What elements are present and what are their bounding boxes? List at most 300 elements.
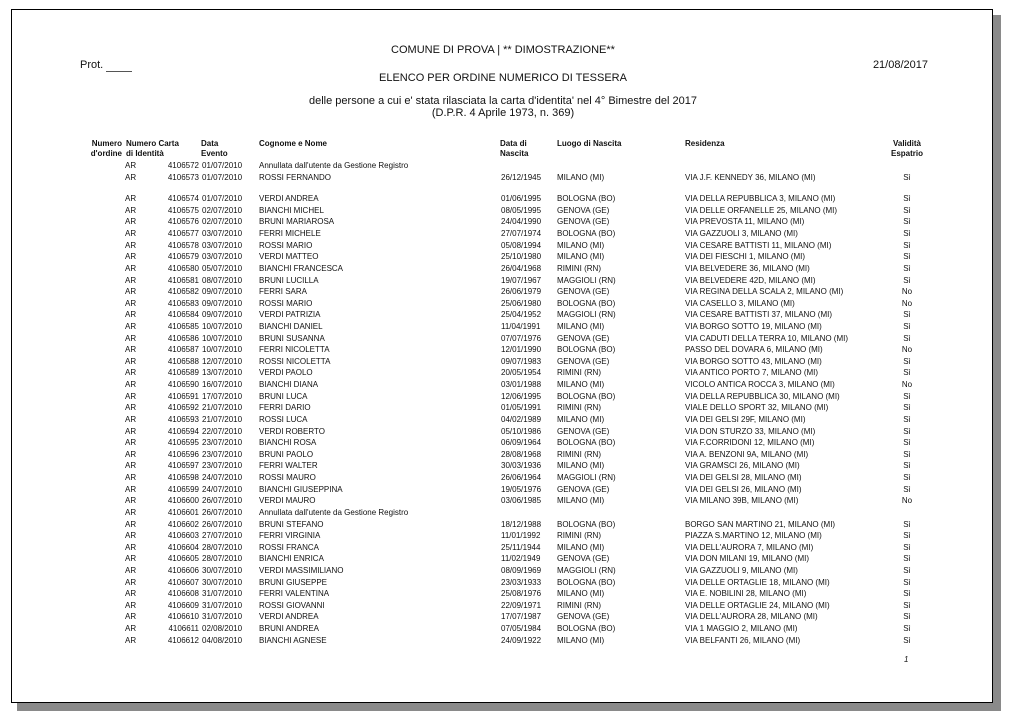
residence: VIA CASELLO 3, MILANO (MI)	[685, 298, 795, 308]
residence: VIA DELLE ORTAGLIE 24, MILANO (MI)	[685, 600, 830, 610]
card-number: 4106612	[167, 635, 199, 645]
birth-place: RIMINI (RN)	[557, 263, 601, 273]
full-name: VERDI ROBERTO	[259, 426, 325, 436]
report-subtitle-1: delle persone a cui e' stata rilasciata la carta d'identita' nel 4° Bimestre del 2017	[309, 95, 697, 107]
column-header-numero-carta: Numero Carta	[126, 139, 179, 148]
event-date: 01/07/2010	[202, 161, 243, 170]
expatriation-validity: Sì	[903, 217, 911, 227]
expatriation-validity: Sì	[903, 484, 911, 494]
card-type: AR	[125, 635, 137, 645]
card-type: AR	[125, 554, 137, 564]
full-name: VERDI ANDREA	[259, 194, 319, 204]
expatriation-validity: Sì	[903, 252, 911, 262]
full-name: ROSSI GIOVANNI	[259, 600, 325, 610]
birth-date: 26/04/1968	[501, 263, 542, 273]
full-name: BRUNI LUCILLA	[259, 275, 319, 285]
birth-place: MAGGIOLI (RN)	[557, 473, 616, 482]
card-type: AR	[125, 473, 137, 482]
residence: VIA DEI GELSI 26, MILANO (MI)	[685, 484, 802, 494]
card-type: AR	[125, 531, 137, 541]
full-name: BIANCHI MICHEL	[259, 205, 324, 215]
card-number: 4106598	[167, 473, 199, 482]
event-date: 03/07/2010	[202, 240, 243, 250]
expatriation-validity: Sì	[903, 403, 911, 413]
birth-place: GENOVA (GE)	[557, 333, 610, 343]
event-date: 31/07/2010	[202, 589, 243, 599]
event-date: 13/07/2010	[202, 368, 243, 378]
column-header-luogo-nascita: Luogo di Nascita	[557, 139, 622, 148]
expatriation-validity: Sì	[903, 531, 911, 541]
birth-date: 23/03/1933	[501, 577, 542, 587]
birth-place: GENOVA (GE)	[557, 217, 610, 227]
birth-place: RIMINI (RN)	[557, 449, 601, 459]
card-number: 4106575	[167, 205, 199, 215]
expatriation-validity: Sì	[903, 577, 911, 587]
birth-place: BOLOGNA (BO)	[557, 577, 616, 587]
birth-date: 27/07/1974	[501, 229, 542, 238]
card-type: AR	[125, 194, 137, 204]
birth-date: 03/06/1985	[501, 496, 542, 506]
organization-title: COMUNE DI PROVA | ** DIMOSTRAZIONE**	[391, 44, 615, 56]
event-date: 27/07/2010	[202, 531, 243, 541]
birth-place: MAGGIOLI (RN)	[557, 275, 616, 285]
full-name: ROSSI FERNANDO	[259, 172, 332, 182]
card-number: 4106603	[167, 531, 199, 541]
column-header-numero-carta: di Identità	[126, 149, 164, 158]
card-type: AR	[125, 229, 137, 238]
card-type: AR	[125, 449, 137, 459]
birth-place: GENOVA (GE)	[557, 554, 610, 564]
card-number: 4106594	[167, 426, 199, 436]
expatriation-validity: Sì	[903, 566, 911, 575]
event-date: 28/07/2010	[202, 554, 243, 564]
birth-date: 05/10/1986	[501, 426, 542, 436]
birth-date: 26/12/1945	[501, 172, 542, 182]
card-type: AR	[125, 356, 137, 366]
birth-date: 28/08/1968	[501, 449, 542, 459]
birth-place: BOLOGNA (BO)	[557, 298, 616, 308]
event-date: 04/08/2010	[202, 635, 243, 645]
birth-date: 04/02/1989	[501, 414, 542, 424]
birth-place: MILANO (MI)	[557, 461, 605, 471]
event-date: 26/07/2010	[202, 507, 243, 517]
card-type: AR	[125, 566, 137, 575]
residence: VIA DELL'AURORA 28, MILANO (MI)	[685, 612, 818, 622]
card-number: 4106608	[167, 589, 199, 599]
birth-date: 07/05/1984	[501, 624, 542, 634]
birth-date: 17/07/1987	[501, 612, 542, 622]
report-title: ELENCO PER ORDINE NUMERICO DI TESSERA	[379, 72, 627, 84]
event-date: 09/07/2010	[202, 287, 243, 297]
full-name: ROSSI MARIO	[259, 240, 313, 250]
full-name: BIANCHI DIANA	[259, 380, 319, 389]
birth-date: 08/05/1995	[501, 205, 542, 215]
event-date: 23/07/2010	[202, 461, 243, 471]
card-number: 4106587	[167, 345, 199, 355]
column-header-data-evento: Evento	[201, 149, 228, 158]
card-number: 4106596	[167, 449, 199, 459]
card-number: 4106577	[167, 229, 199, 238]
birth-date: 09/07/1983	[501, 356, 542, 366]
card-number: 4106584	[167, 310, 199, 320]
residence: PASSO DEL DOVARA 6, MILANO (MI)	[685, 345, 823, 355]
page-number: 1	[904, 655, 909, 664]
birth-place: BOLOGNA (BO)	[557, 519, 616, 529]
card-number: 4106580	[167, 263, 199, 273]
full-name: BRUNI STEFANO	[259, 519, 324, 529]
full-name: BIANCHI ROSA	[259, 438, 317, 448]
event-date: 09/07/2010	[202, 310, 243, 320]
card-type: AR	[125, 461, 137, 471]
full-name: FERRI VALENTINA	[259, 589, 330, 599]
event-date: 21/07/2010	[202, 414, 243, 424]
card-type: AR	[125, 298, 137, 308]
birth-date: 08/09/1969	[501, 566, 542, 575]
birth-place: MILANO (MI)	[557, 414, 605, 424]
card-type: AR	[125, 263, 137, 273]
birth-place: BOLOGNA (BO)	[557, 194, 616, 204]
birth-place: GENOVA (GE)	[557, 612, 610, 622]
event-date: 12/07/2010	[202, 356, 243, 366]
full-name: BIANCHI DANIEL	[259, 321, 323, 331]
event-date: 26/07/2010	[202, 496, 243, 506]
birth-date: 24/09/1922	[501, 635, 542, 645]
event-date: 24/07/2010	[202, 484, 243, 494]
event-date: 31/07/2010	[202, 600, 243, 610]
birth-place: MILANO (MI)	[557, 252, 605, 262]
column-header-data-nascita: Nascita	[500, 149, 529, 158]
card-number: 4106611	[168, 624, 199, 634]
card-type: AR	[125, 252, 137, 262]
birth-date: 30/03/1936	[501, 461, 542, 471]
full-name: BRUNI GIUSEPPE	[259, 577, 328, 587]
birth-date: 11/01/1992	[501, 531, 541, 541]
residence: VIA BORGO SOTTO 43, MILANO (MI)	[685, 356, 822, 366]
full-name: ROSSI MARIO	[259, 298, 313, 308]
full-name: Annullata dall'utente da Gestione Registro	[259, 507, 409, 517]
card-type: AR	[125, 172, 137, 182]
full-name: ROSSI MAURO	[259, 473, 316, 482]
birth-date: 12/01/1990	[501, 345, 542, 355]
card-type: AR	[125, 380, 137, 389]
report-page	[11, 9, 993, 703]
full-name: FERRI WALTER	[259, 461, 318, 471]
event-date: 16/07/2010	[202, 380, 243, 389]
birth-date: 20/05/1954	[501, 368, 542, 378]
expatriation-validity: Sì	[903, 356, 911, 366]
birth-date: 25/10/1980	[501, 252, 542, 262]
birth-place: BOLOGNA (BO)	[557, 624, 616, 634]
residence: VIA PREVOSTA 11, MILANO (MI)	[685, 217, 805, 227]
card-number: 4106601	[167, 507, 199, 517]
birth-place: BOLOGNA (BO)	[557, 345, 616, 355]
birth-place: MILANO (MI)	[557, 321, 605, 331]
birth-date: 12/06/1995	[501, 391, 542, 401]
event-date: 24/07/2010	[202, 473, 243, 482]
card-number: 4106602	[167, 519, 199, 529]
birth-date: 25/08/1976	[501, 589, 542, 599]
card-number: 4106593	[167, 414, 199, 424]
expatriation-validity: No	[901, 496, 913, 506]
card-type: AR	[125, 321, 137, 331]
full-name: ROSSI LUCA	[259, 414, 308, 424]
full-name: VERDI MASSIMILIANO	[259, 566, 344, 575]
event-date: 23/07/2010	[202, 438, 243, 448]
card-number: 4106599	[167, 484, 199, 494]
card-type: AR	[125, 438, 137, 448]
birth-place: GENOVA (GE)	[557, 356, 610, 366]
residence: VIA BORGO SOTTO 19, MILANO (MI)	[685, 321, 822, 331]
card-type: AR	[125, 624, 137, 634]
expatriation-validity: Sì	[903, 333, 911, 343]
residence: VIA CADUTI DELLA TERRA 10, MILANO (MI)	[685, 333, 849, 343]
residence: VIA DELLE ORFANELLE 25, MILANO (MI)	[685, 205, 838, 215]
card-type: AR	[125, 240, 137, 250]
birth-place: MILANO (MI)	[557, 542, 605, 552]
expatriation-validity: Sì	[903, 554, 911, 564]
residence: PIAZZA S.MARTINO 12, MILANO (MI)	[685, 531, 822, 541]
birth-date: 25/04/1952	[501, 310, 542, 320]
card-number: 4106572	[167, 161, 199, 170]
expatriation-validity: Sì	[903, 542, 911, 552]
residence: VIA BELVEDERE 36, MILANO (MI)	[685, 263, 810, 273]
card-number: 4106609	[167, 600, 199, 610]
residence: VIALE DELLO SPORT 32, MILANO (MI)	[685, 403, 829, 413]
card-type: AR	[125, 426, 137, 436]
card-type: AR	[125, 368, 137, 378]
birth-date: 24/04/1990	[501, 217, 542, 227]
residence: VIA F.CORRIDONI 12, MILANO (MI)	[685, 438, 815, 448]
residence: VIA DELL'AURORA 7, MILANO (MI)	[685, 542, 814, 552]
card-number: 4106607	[167, 577, 199, 587]
event-date: 30/07/2010	[202, 577, 243, 587]
report-date: 21/08/2017	[872, 59, 928, 71]
card-type: AR	[125, 507, 137, 517]
birth-place: BOLOGNA (BO)	[557, 438, 616, 448]
birth-place: RIMINI (RN)	[557, 368, 601, 378]
card-type: AR	[125, 600, 137, 610]
expatriation-validity: Sì	[903, 310, 911, 320]
card-type: AR	[125, 519, 137, 529]
protocol-field	[80, 59, 132, 72]
residence: VIA DELLA REPUBBLICA 3, MILANO (MI)	[685, 194, 836, 204]
card-type: AR	[125, 589, 137, 599]
event-date: 05/07/2010	[202, 263, 243, 273]
birth-place: RIMINI (RN)	[557, 403, 601, 413]
card-type: AR	[125, 310, 137, 320]
birth-date: 19/05/1976	[501, 484, 542, 494]
card-number: 4106573	[167, 172, 199, 182]
event-date: 23/07/2010	[202, 449, 243, 459]
birth-date: 25/06/1980	[501, 298, 542, 308]
card-number: 4106605	[167, 554, 199, 564]
residence: VIA E. NOBILINI 28, MILANO (MI)	[685, 589, 807, 599]
card-number: 4106589	[167, 368, 199, 378]
card-type: AR	[125, 542, 137, 552]
column-header-validita: Validità	[892, 139, 921, 148]
event-date: 28/07/2010	[202, 542, 243, 552]
report-subtitle-2: (D.P.R. 4 Aprile 1973, n. 369)	[431, 107, 575, 119]
birth-place: GENOVA (GE)	[557, 205, 610, 215]
event-date: 02/07/2010	[202, 217, 243, 227]
expatriation-validity: Sì	[903, 194, 911, 204]
residence: VIA BELFANTI 26, MILANO (MI)	[685, 635, 801, 645]
full-name: FERRI MICHELE	[259, 229, 321, 238]
card-type: AR	[125, 275, 137, 285]
full-name: FERRI DARIO	[259, 403, 311, 413]
full-name: BIANCHI ENRICA	[259, 554, 324, 564]
birth-date: 19/07/1967	[501, 275, 542, 285]
card-type: AR	[125, 484, 137, 494]
card-number: 4106590	[167, 380, 199, 389]
residence: VIA DEI GELSI 29F, MILANO (MI)	[685, 414, 806, 424]
expatriation-validity: Sì	[903, 461, 911, 471]
expatriation-validity: Sì	[903, 438, 911, 448]
expatriation-validity: Sì	[903, 229, 911, 238]
birth-place: MAGGIOLI (RN)	[557, 310, 616, 320]
full-name: BIANCHI FRANCESCA	[259, 263, 344, 273]
expatriation-validity: Sì	[903, 624, 911, 634]
card-type: AR	[125, 205, 137, 215]
birth-place: MILANO (MI)	[557, 496, 605, 506]
event-date: 31/07/2010	[202, 612, 243, 622]
card-number: 4106588	[167, 356, 199, 366]
full-name: BIANCHI AGNESE	[259, 635, 327, 645]
event-date: 02/08/2010	[202, 624, 243, 634]
card-number: 4106592	[167, 403, 199, 413]
card-number: 4106597	[167, 461, 199, 471]
event-date: 17/07/2010	[202, 391, 243, 401]
residence: VIA CESARE BATTISTI 37, MILANO (MI)	[685, 310, 832, 320]
event-date: 10/07/2010	[202, 321, 243, 331]
birth-place: MILANO (MI)	[557, 635, 605, 645]
event-date: 09/07/2010	[202, 298, 243, 308]
residence: VIA DELLE ORTAGLIE 18, MILANO (MI)	[685, 577, 830, 587]
full-name: BRUNI SUSANNA	[259, 333, 325, 343]
birth-place: GENOVA (GE)	[557, 426, 610, 436]
birth-date: 22/09/1971	[501, 600, 542, 610]
card-number: 4106585	[167, 321, 199, 331]
residence: VIA BELVEDERE 42D, MILANO (MI)	[685, 275, 816, 285]
card-number: 4106606	[167, 566, 199, 575]
event-date: 22/07/2010	[202, 426, 243, 436]
column-header-residenza: Residenza	[685, 139, 725, 148]
birth-date: 11/02/1949	[501, 554, 541, 564]
event-date: 03/07/2010	[202, 229, 243, 238]
card-number: 4106574	[167, 194, 199, 204]
residence: VIA GRAMSCI 26, MILANO (MI)	[685, 461, 800, 471]
full-name: VERDI PAOLO	[259, 368, 313, 378]
expatriation-validity: Sì	[903, 263, 911, 273]
card-number: 4106610	[167, 612, 199, 622]
event-date: 01/07/2010	[202, 194, 243, 204]
full-name: ROSSI NICOLETTA	[259, 356, 331, 366]
residence: VIA GAZZUOLI 9, MILANO (MI)	[685, 566, 798, 575]
event-date: 01/07/2010	[202, 172, 243, 182]
birth-date: 06/09/1964	[501, 438, 542, 448]
event-date: 26/07/2010	[202, 519, 243, 529]
card-number: 4106579	[167, 252, 199, 262]
event-date: 08/07/2010	[202, 275, 243, 285]
column-header-data-nascita: Data di	[500, 139, 527, 148]
card-number: 4106591	[167, 391, 199, 401]
residence: VIA GAZZUOLI 3, MILANO (MI)	[685, 229, 798, 238]
full-name: BRUNI PAOLO	[259, 449, 314, 459]
expatriation-validity: Sì	[903, 368, 911, 378]
full-name: BRUNI MARIAROSA	[259, 217, 335, 227]
card-type: AR	[125, 391, 137, 401]
birth-date: 01/05/1991	[501, 403, 542, 413]
expatriation-validity: Sì	[903, 612, 911, 622]
residence: VIA MILANO 39B, MILANO (MI)	[685, 496, 799, 506]
birth-date: 05/08/1994	[501, 240, 542, 250]
event-date: 02/07/2010	[202, 205, 243, 215]
birth-date: 07/07/1976	[501, 333, 542, 343]
column-header-numero-ordine: d'ordine	[90, 149, 122, 158]
birth-place: MILANO (MI)	[557, 172, 605, 182]
residence: VIA A. BENZONI 9A, MILANO (MI)	[685, 449, 809, 459]
card-number: 4106576	[167, 217, 199, 227]
residence: VIA DEI FIESCHI 1, MILANO (MI)	[685, 252, 806, 262]
expatriation-validity: Sì	[903, 205, 911, 215]
residence: VIA ANTICO PORTO 7, MILANO (MI)	[685, 368, 819, 378]
card-number: 4106604	[167, 542, 199, 552]
birth-date: 01/06/1995	[501, 194, 542, 204]
expatriation-validity: Sì	[903, 391, 911, 401]
birth-place: GENOVA (GE)	[557, 287, 610, 297]
card-type: AR	[125, 217, 137, 227]
residence: VIA REGINA DELLA SCALA 2, MILANO (MI)	[685, 287, 844, 297]
full-name: VERDI MATTEO	[259, 252, 319, 262]
card-number: 4106582	[167, 287, 199, 297]
full-name: FERRI SARA	[259, 287, 308, 297]
card-type: AR	[125, 403, 137, 413]
card-type: AR	[125, 333, 137, 343]
full-name: VERDI PATRIZIA	[259, 310, 321, 320]
card-type: AR	[125, 612, 137, 622]
residence: VIA DEI GELSI 28, MILANO (MI)	[685, 473, 802, 482]
expatriation-validity: No	[901, 287, 913, 297]
expatriation-validity: Sì	[903, 600, 911, 610]
birth-place: RIMINI (RN)	[557, 600, 601, 610]
expatriation-validity: Sì	[903, 473, 911, 482]
birth-place: MILANO (MI)	[557, 380, 605, 389]
card-type: AR	[125, 161, 137, 170]
expatriation-validity: Sì	[903, 414, 911, 424]
expatriation-validity: Sì	[903, 240, 911, 250]
birth-place: GENOVA (GE)	[557, 484, 610, 494]
expatriation-validity: Sì	[903, 275, 911, 285]
expatriation-validity: Sì	[903, 519, 911, 529]
birth-date: 18/12/1988	[501, 519, 542, 529]
expatriation-validity: Sì	[903, 449, 911, 459]
full-name: VERDI MAURO	[259, 496, 316, 506]
birth-date: 03/01/1988	[501, 380, 542, 389]
expatriation-validity: No	[901, 345, 913, 355]
card-number: 4106581	[167, 275, 199, 285]
residence: VIA CESARE BATTISTI 11, MILANO (MI)	[685, 240, 832, 250]
card-number: 4106595	[167, 438, 199, 448]
residence: VIA DON STURZO 33, MILANO (MI)	[685, 426, 816, 436]
residence: VIA DELLA REPUBBLICA 30, MILANO (MI)	[685, 391, 840, 401]
birth-place: MILANO (MI)	[557, 240, 605, 250]
expatriation-validity: Sì	[903, 321, 911, 331]
residence: VICOLO ANTICA ROCCA 3, MILANO (MI)	[685, 380, 835, 389]
full-name: FERRI VIRGINIA	[259, 531, 321, 541]
protocol-blank	[106, 62, 132, 72]
full-name: VERDI ANDREA	[259, 612, 319, 622]
birth-place: BOLOGNA (BO)	[557, 391, 616, 401]
